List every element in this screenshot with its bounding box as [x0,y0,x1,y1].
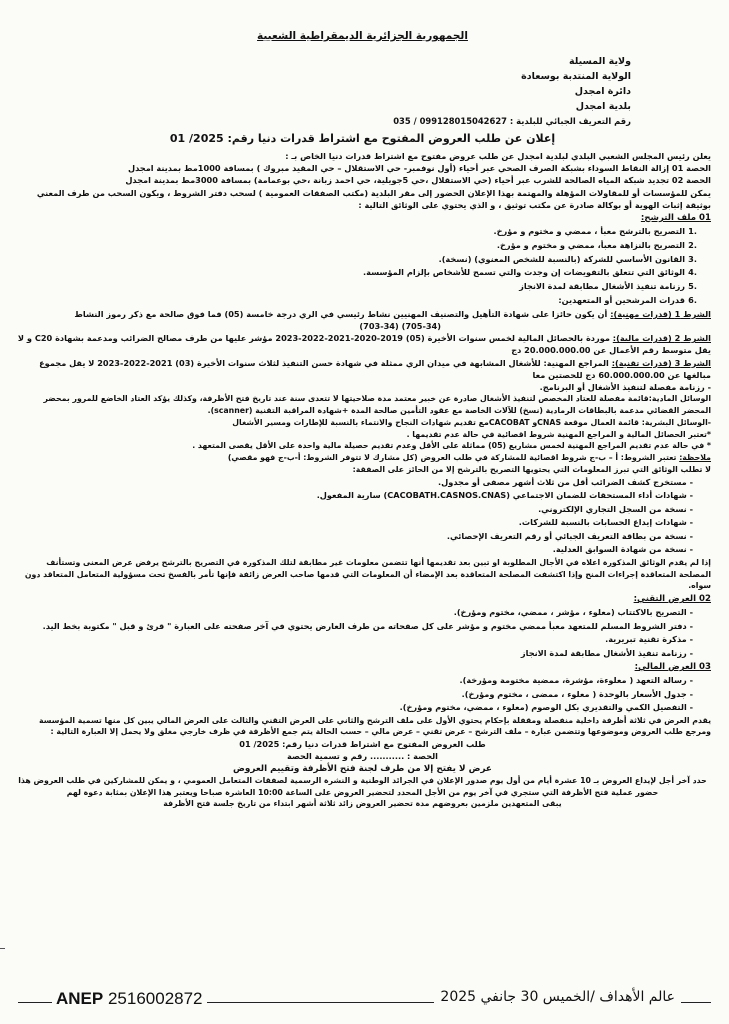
activity-codes: (705-34) (703-34) [359,321,441,331]
publication-source: عالم الأهداف /الخميس 30 جانفي 2025 [434,989,681,1005]
page-footer [0,986,729,1018]
list-item: .4الوثائق التي تتعلق بالتفويضات إن وجدت والتي تسمح للأشخاص بإلزام المؤسسة. [363,267,697,278]
financial-offer-list [14,674,711,715]
list-item: .1التصريح بالترشح معبأ ، ممضي و مختوم و مؤرخ. [493,226,697,237]
validity-text: يبقى المتعهدين ملزمين بعروضهم مدة تحضير العروض زائد ثلاثة أشهر ابتداء من تاريخ جلسة فتح الأظرفة [163,799,562,809]
eligibility-text: يمكن للمؤسسات أو للمقاولات المؤهلة والمهتمة بهذا الإعلان الحضور إلى مقر البلدية (مكتب الصفقات العمومية ) لسحب دفتر الشروط ، ويكون السحب من طرف المعني بوثيقة إثبات الهوية أو بوكالة صادرة عن مكتب توثيق ، و الذي يحتوي على الوثائق التالية : [36,187,711,210]
list-item: .5رزنامة تنفيذ الأشغال مطابقة لمدة الانجاز [519,281,697,292]
list-item: - نسخة من بطاقة التعريف الجبائي أو رقم التعريف الإحصائي. [14,530,693,544]
list-item: - مذكرة تقنية تبريرية. [14,633,693,647]
schedule-note: - رزنامة مفصلة لتنفيذ الأشغال أو البرنامج. [539,382,711,393]
condition-professional: الشرط 1 (قدرات مهنية): أن يكون حائزا على شهادة التأهيل والتصنيف المهنيين نشاط رئيسي في الري درجة خامسة (05) فما فوق صالحة مع ذكر رموز النشاط [74,308,711,319]
fiscal-id: رقم التعريف الجبائي للبلدية : 099128015042627 / 035 [393,116,631,126]
list-item: - رزنامة تنفيذ الأشغال مطابقة لمدة الانجاز [14,647,693,661]
daira: دائرة امجدل [574,86,631,97]
lot-1: الحصة 01 إزالة النقاط السوداء بشبكة الصرف الصحي عبر أحياء (أول نوفمبر- حي الاستقلال – حي المقيد مبروك ) بمسافة 1000مط بمدينة امجدل [127,163,711,174]
announcement-body [14,30,711,974]
section-1-title: 01 ملف الترشح: [640,213,711,224]
list-item: - نسخة من السجل التجاري الإلكتروني. [14,503,693,517]
exclusion-note: *تعتبر الحصائل المالية و المراجع المهنية شروط اقصائية في حالة عدم تقديمها . [406,429,711,439]
commune: بلدية امجدل [575,101,631,112]
list-item: - شهادات أداء المستحقات للضمان الاجتماعي (CACOBATH.CASNOS.CNAS) سارية المفعول. [14,489,693,503]
deadline-text: حدد آخر أجل لإيداع العروض بـ 10 عشرة أيام من أول يوم صدور الإعلان في الجرائد الوطنية و النشرة الرسمية لصفقات المتعامل العمومي ، و يمكن للمشاركين في طلب العروض هذا حضور عملية فتح الأظرفة التي ستجري في آخر يوم من الأجل المحدد لتحضير العروض على الساعة 10:00 العاشرة صباحا ويعتبر هذا الإعلان بمثابة دعوة لهم [18,775,707,797]
list-item: - مستخرج كشف الضرائب أقل من ثلاث أشهر مصفى أو مجدول. [14,476,693,490]
envelope-line-1: طلب العروض المفتوح مع اشتراط قدرات دنيا رقم: 2025/ 01 [239,739,486,750]
section-3-title: 03 العرض المالي: [634,662,711,673]
exclusion-note-2: * في حالة عدم تقديم المراجع المهنية لخمس مشاريع (05) مماثلة على الأقل وعدم تقديم حصيلة مالية واحدة على الأقل يقصى المتعهد . [192,441,711,451]
envelope-label [14,738,711,775]
list-item: - دفتر الشروط المسلم للمتعهد معبأ ممضي مختوم و مؤشر على كل صفحاته من طرف العارض يحتوي في آخر صفحته على العبارة " قرئ و قبل " مكتوبة بخط اليد. [14,620,693,634]
winner-docs-list [14,476,711,557]
list-item: - نسخة من شهادة السوابق العدلية. [14,543,693,557]
section-2-title: 02 العرض التقني: [633,594,711,605]
republic-header: الجمهورية الجزائرية الديمقراطية الشعبية [257,30,468,42]
wilaya: ولاية المسيلة [569,56,631,67]
intro-text: يعلن رئيس المجلس الشعبي البلدي لبلدية امجدل عن طلب عروض مفتوح مع اشتراط قدرات دنيا الخاص بـ : [285,151,711,161]
list-item: .6قدرات المرشحين أو المتعهدين: [558,295,697,305]
list-item: - التصريح بالاكتتاب (معلوء ، مؤشر ، ممضي، مختوم ومؤرخ). [14,606,693,620]
candidacy-docs-list [14,225,711,308]
list-item: .2التصريح بالنزاهة معبأ، ممضي و مختوم و مؤرخ. [496,239,697,250]
margin-mark [0,948,5,949]
envelope-line-3: عرض لا يفتح إلا من طرف لجنة فتح الأظرفة وتقييم العروض [233,763,492,774]
envelope-line-2: الحصة : ........... رقم و تسمية الحصة [286,751,438,762]
anep-code: ANEP 2516002872 [52,989,207,1009]
list-item: - رسالة التعهد ( معلوءة، مؤشرة، ممضية مختومة ومؤرخة). [14,674,693,688]
docs-intro: لا تطلب الوثائق التي تبرز المعلومات التي يحتويها التصريح بالترشح إلا من الحائز على الصفقة: [352,465,711,474]
condition-financial: الشرط 2 (قدرات مالية): موردة بالحصائل المالية لخمس سنوات الأخيرة (05) 2019-2020-2021-2022-2023 مؤشر عليها من طرف مصالح الضرائب ومدعمة بشهادة C20 و لا يقل متوسط رقم الأعمال عن 20.000.000.00 دج [17,333,711,356]
list-item: - شهادات إيداع الحسابات بالنسبة للشركات. [14,516,693,530]
condition-references: الشرط 3 (قدرات تقنية): المراجع المهنية: للأشغال المشابهة في ميدان الري ممثلة في شهادة حسن التنفيذ لثلاث سنوات الأخيرة (03) 2021-2022-2023 لا يقل مجموع مبالغها عن 60.000.000.00 دج للحصتين معا [39,357,711,380]
list-item: - التفصيل الكمي والتقديري بكل الوصوم (معلوء ، ممضي، مختوم ومؤرخ). [14,701,693,715]
list-item: .3القانون الأساسي للشركة (بالنسبة للشخص المعنوي) (نسخة). [438,253,697,264]
delegated-wilaya: الولاية المنتدبة بوسعادة [521,71,631,82]
material-means: الوسائل المادية:قائمة مفصلة للعتاد المخصص لتنفيذ الأشغال صادرة عن خبير معتمد مدة صلاحيتها لا تتعدى سنة عند تاريخ فتح الأظرفة، وكذلك يؤكد العتاد الخاضع للمرور بمحضر المحضر القضائي مدعمة بالبطاقات الرمادية (نسخ) للآلات الخاصة مع عقود التأمين صالحة المدة +شهادة المراقبة التقنية (scanner). [43,394,711,416]
announcement-title: إعلان عن طلب العروض المفتوح مع اشتراط قدرات دنيا رقم: 2025/ 01 [169,132,556,145]
technical-offer-list [14,606,711,660]
docs-warning: إذا لم يقدم الوثائق المذكورة اعلاه في الأجال المطلوبة او تبين بعد تقديمها أنها تتضمن معلومات غير مطابقة لتلك المذكورة في التصريح بالترشح يرفض عرض المعنى وتستأنف المصلحة المتعاقدة إجراءات المنح وإذا اكتشفت المصلحة المتعاقدة بعد الإمضاء أن المعلومات التي قدمها صاحب العرض زائفة فإنها تأمر بالفسخ تحت مسؤولية المتعامل المتعاقد دون سواه. [24,557,711,591]
lot-2: الحصة 02 تجديد شبكة المياه الصالحة للشرب عبر أحياء (حي الاستقلال ،حي 5جويلية، حي احمد زبانة ،حي بوعمامة) بمسافة 3000مط بمدينة امجدل [125,175,711,186]
remark: ملاحظة: تعتبر الشروط: أ – ب-ج شروط اقصائية للمشاركة في طلب العروض (كل مشارك لا تتوفر الشروط: أ-ب-ج فهو مقصي) [227,453,711,463]
envelope-instructions: يقدم العرض في ثلاثة أظرفة داخلية منفصلة ومقفلة بإحكام يحتوي الأول على ملف الترشح والثاني على العرض التقني والثالث على العرض المالي يبين كل منها تسمية المؤسسة ومرجع طلب العروض وموضوعها وتتضمن عبارة – ملف الترشح – عرض تقني – عرض مالي – حسب الحالة يتم جمع الأظرفة في ظرف خارجي مغلق ولا يحمل إلا العبارة التالية : [39,715,711,737]
admin-block [14,54,711,129]
human-means: -الوسائل البشرية: قائمة العمال موقعة CNASو CACOBATمع تقديم شهادات النجاح والانتماء بالنسبة للإطارات ومسير الأشغال [232,417,711,427]
list-item: - جدول الأسعار بالوحدة ( معلوء ، ممضى ، مختوم ومؤرخ). [14,688,693,702]
